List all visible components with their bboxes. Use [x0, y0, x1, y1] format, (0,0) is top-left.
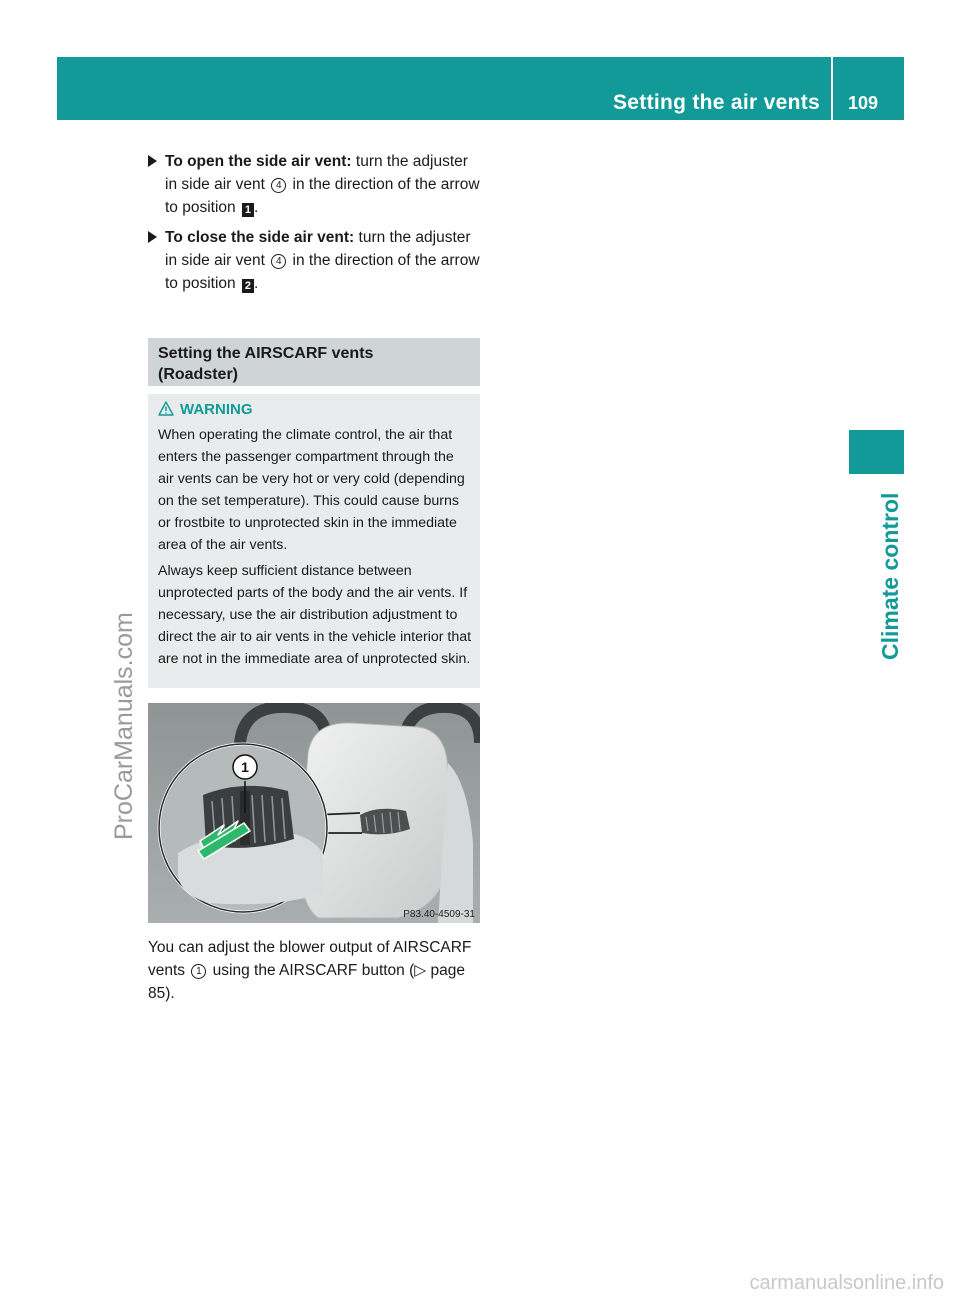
- step-text: turn the adjuster in side air vent: [165, 229, 471, 269]
- figure-callout: 1: [241, 759, 249, 775]
- step-text: in the direction of the arrow to position: [165, 176, 480, 216]
- callout-circle: 4: [271, 178, 286, 193]
- step-close-side-vent: [148, 226, 480, 295]
- page-title: Setting the air vents: [612, 91, 820, 114]
- step-label: To close the side air vent:: [165, 229, 355, 246]
- warning-paragraph: Always keep sufficient distance between unprotected parts of the body and the air vents. If necessary, use the air distribution adjustment to direct the air to air vents in the vehicle interior that are not in the immediate area of unprotected skin.: [158, 563, 472, 667]
- page-number: 109: [847, 93, 878, 113]
- step-text: in the direction of the arrow to position: [165, 252, 480, 292]
- chapter-tab-marker: [849, 430, 904, 474]
- position-badge: 1: [242, 203, 254, 217]
- callout-circle: 4: [271, 254, 286, 269]
- warning-title: [158, 400, 472, 420]
- body-text: using the AIRSCARF button (: [208, 962, 415, 979]
- warning-paragraph: When operating the climate control, the air that enters the passenger compartment through the air vents can be very hot or very cold (depending on the set temperature). This could cause burns or frostbite to unprotected skin in the immediate area of the air vents.: [158, 427, 465, 553]
- page-header: [57, 57, 904, 120]
- section-heading-line: Setting the AIRSCARF vents: [158, 345, 374, 362]
- position-badge: 2: [242, 279, 254, 293]
- warning-triangle-icon: [158, 401, 174, 416]
- body-text: page 85).: [148, 962, 465, 1002]
- watermark-left: ProCarManuals.com: [110, 612, 138, 840]
- page-ref-arrow-icon: ▷: [414, 962, 427, 979]
- section-heading: [148, 338, 480, 386]
- chapter-label: Climate control: [877, 492, 903, 660]
- step-arrow-icon: [148, 155, 157, 167]
- callout-circle: 1: [191, 964, 206, 979]
- step-open-side-vent: [148, 150, 480, 219]
- warning-box: [148, 394, 480, 688]
- body-paragraph: [148, 936, 480, 1005]
- body-text: You can adjust the blower output of AIRSCARF vents: [148, 939, 472, 979]
- figure-code: P83.40-4509-31: [403, 909, 475, 920]
- step-label: To open the side air vent:: [165, 153, 352, 170]
- step-text: turn the adjuster in side air vent: [165, 153, 468, 193]
- airscarf-illustration: [148, 703, 480, 923]
- warning-title-text: WARNING: [180, 401, 253, 418]
- step-arrow-icon: [148, 231, 157, 243]
- step-text: .: [253, 275, 259, 292]
- instruction-steps: [148, 150, 480, 302]
- header-divider: [831, 57, 833, 120]
- watermark-bottom: carmanualsonline.info: [749, 1272, 944, 1294]
- step-text: .: [253, 199, 259, 216]
- airscarf-vent-figure: [148, 703, 480, 923]
- section-heading-line: (Roadster): [158, 366, 239, 383]
